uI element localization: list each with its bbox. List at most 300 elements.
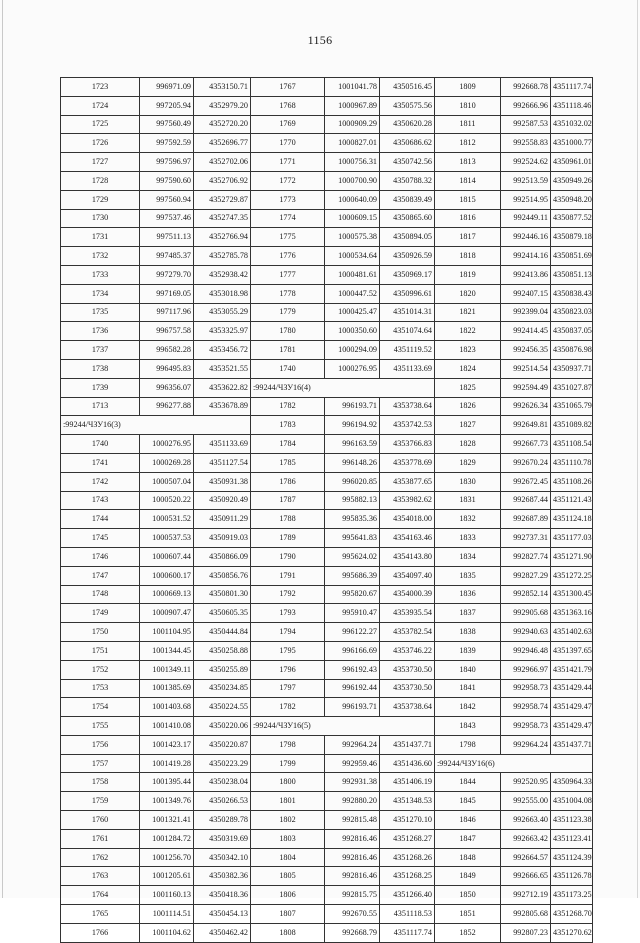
coord-x: 992964.24 xyxy=(501,735,551,754)
point-number: 1726 xyxy=(61,134,140,153)
coord-x: 997511.13 xyxy=(140,228,194,247)
point-number: 1745 xyxy=(61,529,140,548)
coord-x: 1001349.76 xyxy=(140,792,194,811)
coord-y: 4351133.69 xyxy=(194,435,251,454)
coord-x: 996971.09 xyxy=(140,78,194,97)
point-number: 1728 xyxy=(61,171,140,190)
coord-y: 4353738.64 xyxy=(380,698,435,717)
point-number: 1739 xyxy=(61,378,140,397)
table-row xyxy=(61,547,593,566)
coord-y: 4350823.03 xyxy=(551,303,593,322)
point-number: 1763 xyxy=(61,867,140,886)
coord-y: 4354000.39 xyxy=(380,585,435,604)
coord-y: 4351429.47 xyxy=(551,717,593,736)
coord-x: 992672.45 xyxy=(501,472,551,491)
point-number: 1781 xyxy=(251,341,325,360)
table-row xyxy=(61,96,593,115)
coord-x: 997596.97 xyxy=(140,153,194,172)
coord-y: 4354143.80 xyxy=(380,547,435,566)
coord-y: 4350837.05 xyxy=(551,322,593,341)
point-number: 1753 xyxy=(61,679,140,698)
point-number: 1778 xyxy=(251,284,325,303)
coord-x: 996356.07 xyxy=(140,378,194,397)
point-number: 1818 xyxy=(435,247,501,266)
table-row xyxy=(61,754,593,773)
coord-x: 997279.70 xyxy=(140,265,194,284)
coord-y: 4352702.06 xyxy=(194,153,251,172)
coord-y: 4351014.31 xyxy=(380,303,435,322)
point-number: 1757 xyxy=(61,754,140,773)
coord-y: 4353622.82 xyxy=(194,378,251,397)
coord-y: 4350969.17 xyxy=(380,265,435,284)
coord-y: 4351119.52 xyxy=(380,341,435,360)
point-number: 1830 xyxy=(435,472,501,491)
coord-y: 4350575.56 xyxy=(380,96,435,115)
point-number: 1804 xyxy=(251,848,325,867)
coord-x: 992668.78 xyxy=(501,78,551,97)
coord-y: 4353325.97 xyxy=(194,322,251,341)
coord-x: 992555.00 xyxy=(501,792,551,811)
coord-y: 4350920.49 xyxy=(194,491,251,510)
point-number: 1827 xyxy=(435,416,501,435)
point-number: 1734 xyxy=(61,284,140,303)
point-number: 1761 xyxy=(61,829,140,848)
coord-x: 992399.04 xyxy=(501,303,551,322)
coord-x: 997592.59 xyxy=(140,134,194,153)
coord-y: 4350937.71 xyxy=(551,359,593,378)
coord-y: 4350266.53 xyxy=(194,792,251,811)
coord-x: 1000609.15 xyxy=(325,209,380,228)
coord-y: 4353521.55 xyxy=(194,359,251,378)
coord-y: 4350801.30 xyxy=(194,585,251,604)
coord-y: 4353778.69 xyxy=(380,453,435,472)
coord-x: 992663.42 xyxy=(501,829,551,848)
coord-x: 992649.81 xyxy=(501,416,551,435)
coord-x: 996582.28 xyxy=(140,341,194,360)
table-row xyxy=(61,585,593,604)
point-number: 1801 xyxy=(251,792,325,811)
coord-y: 4353746.22 xyxy=(380,641,435,660)
coord-x: 992666.65 xyxy=(501,867,551,886)
point-number: 1832 xyxy=(435,510,501,529)
coord-y: 4350418.36 xyxy=(194,886,251,905)
coord-y: 4353678.89 xyxy=(194,397,251,416)
point-number: 1790 xyxy=(251,547,325,566)
coord-y: 4350856.76 xyxy=(194,566,251,585)
table-row xyxy=(61,322,593,341)
point-number: 1768 xyxy=(251,96,325,115)
coord-y: 4351429.44 xyxy=(551,679,593,698)
point-number: 1765 xyxy=(61,905,140,924)
coord-x: 996193.71 xyxy=(325,397,380,416)
coord-y: 4350879.18 xyxy=(551,228,593,247)
point-number: 1770 xyxy=(251,134,325,153)
coord-x: 1000967.89 xyxy=(325,96,380,115)
table-row xyxy=(61,397,593,416)
parcel-label: :99244/ЧЗУ16(5) xyxy=(251,717,435,736)
point-number: 1746 xyxy=(61,547,140,566)
parcel-label: :99244/ЧЗУ16(3) xyxy=(61,416,251,435)
table-row xyxy=(61,848,593,867)
coord-x: 992663.40 xyxy=(501,811,551,830)
coord-x: 992966.97 xyxy=(501,660,551,679)
table-row xyxy=(61,153,593,172)
coord-y: 4351268.27 xyxy=(380,829,435,848)
point-number: 1826 xyxy=(435,397,501,416)
point-number: 1754 xyxy=(61,698,140,717)
point-number: 1800 xyxy=(251,773,325,792)
table-row xyxy=(61,190,593,209)
coord-y: 4353018.98 xyxy=(194,284,251,303)
coord-x: 992816.46 xyxy=(325,867,380,886)
coord-y: 4350255.89 xyxy=(194,660,251,679)
point-number: 1743 xyxy=(61,491,140,510)
coord-x: 992558.83 xyxy=(501,134,551,153)
coord-y: 4351268.26 xyxy=(380,848,435,867)
table-row xyxy=(61,811,593,830)
coord-x: 992668.79 xyxy=(325,923,380,942)
coord-y: 4350462.42 xyxy=(194,923,251,942)
coord-y: 4351000.77 xyxy=(551,134,593,153)
coord-x: 992958.73 xyxy=(501,679,551,698)
coord-x: 1001160.13 xyxy=(140,886,194,905)
point-number: 1846 xyxy=(435,811,501,830)
coord-x: 992805.68 xyxy=(501,905,551,924)
coord-y: 4351300.45 xyxy=(551,585,593,604)
coord-x: 1000640.09 xyxy=(325,190,380,209)
table-row xyxy=(61,303,593,322)
coord-x: 1001104.95 xyxy=(140,623,194,642)
coord-x: 1001256.70 xyxy=(140,848,194,867)
coord-y: 4350223.29 xyxy=(194,754,251,773)
coord-y: 4353150.71 xyxy=(194,78,251,97)
point-number: 1813 xyxy=(435,153,501,172)
point-number: 1738 xyxy=(61,359,140,378)
coord-x: 996163.59 xyxy=(325,435,380,454)
scan-edge-left xyxy=(2,0,3,898)
coord-y: 4350620.28 xyxy=(380,115,435,134)
coord-x: 1000276.95 xyxy=(140,435,194,454)
coord-x: 992520.95 xyxy=(501,773,551,792)
coord-x: 997169.05 xyxy=(140,284,194,303)
coord-x: 1000531.52 xyxy=(140,510,194,529)
coord-y: 4350919.03 xyxy=(194,529,251,548)
coord-x: 1001385.69 xyxy=(140,679,194,698)
point-number: 1845 xyxy=(435,792,501,811)
point-number: 1760 xyxy=(61,811,140,830)
coord-y: 4351124.18 xyxy=(551,510,593,529)
coord-x: 995624.02 xyxy=(325,547,380,566)
coord-y: 4353055.29 xyxy=(194,303,251,322)
point-number: 1822 xyxy=(435,322,501,341)
coord-x: 992666.96 xyxy=(501,96,551,115)
coord-y: 4351266.40 xyxy=(380,886,435,905)
coord-x: 997485.37 xyxy=(140,247,194,266)
coord-x: 996148.26 xyxy=(325,453,380,472)
coord-y: 4352785.78 xyxy=(194,247,251,266)
coord-y: 4351437.71 xyxy=(380,735,435,754)
table-row xyxy=(61,510,593,529)
point-number: 1819 xyxy=(435,265,501,284)
point-number: 1847 xyxy=(435,829,501,848)
coord-y: 4350839.49 xyxy=(380,190,435,209)
point-number: 1774 xyxy=(251,209,325,228)
coord-y: 4350516.45 xyxy=(380,78,435,97)
point-number: 1848 xyxy=(435,848,501,867)
coord-y: 4350948.20 xyxy=(551,190,593,209)
coord-y: 4350234.85 xyxy=(194,679,251,698)
point-number: 1787 xyxy=(251,491,325,510)
table-row xyxy=(61,435,593,454)
coord-x: 992524.62 xyxy=(501,153,551,172)
point-number: 1837 xyxy=(435,604,501,623)
table-row xyxy=(61,78,593,97)
coord-x: 992587.53 xyxy=(501,115,551,134)
point-number: 1821 xyxy=(435,303,501,322)
parcel-label: :99244/ЧЗУ16(4) xyxy=(251,378,435,397)
point-number: 1811 xyxy=(435,115,501,134)
coord-y: 4352938.42 xyxy=(194,265,251,284)
coord-x: 992737.31 xyxy=(501,529,551,548)
table-row xyxy=(61,905,593,924)
coord-y: 4351177.03 xyxy=(551,529,593,548)
coord-x: 995686.39 xyxy=(325,566,380,585)
point-number: 1764 xyxy=(61,886,140,905)
point-number: 1749 xyxy=(61,604,140,623)
point-number: 1844 xyxy=(435,773,501,792)
coord-y: 4351406.19 xyxy=(380,773,435,792)
coord-y: 4351268.25 xyxy=(380,867,435,886)
coord-y: 4352747.35 xyxy=(194,209,251,228)
point-number: 1817 xyxy=(435,228,501,247)
parcel-label: :99244/ЧЗУ16(6) xyxy=(435,754,593,773)
coord-y: 4350838.43 xyxy=(551,284,593,303)
coord-y: 4351004.08 xyxy=(551,792,593,811)
coord-y: 4350911.29 xyxy=(194,510,251,529)
coord-x: 996020.85 xyxy=(325,472,380,491)
coord-y: 4350931.38 xyxy=(194,472,251,491)
coord-x: 995882.13 xyxy=(325,491,380,510)
coord-y: 4351126.78 xyxy=(551,867,593,886)
point-number: 1769 xyxy=(251,115,325,134)
coord-x: 996192.44 xyxy=(325,679,380,698)
point-number: 1833 xyxy=(435,529,501,548)
coord-y: 4350686.62 xyxy=(380,134,435,153)
point-number: 1736 xyxy=(61,322,140,341)
coord-y: 4351108.26 xyxy=(551,472,593,491)
coord-x: 1000294.09 xyxy=(325,341,380,360)
coord-y: 4350220.87 xyxy=(194,735,251,754)
coord-y: 4350444.84 xyxy=(194,623,251,642)
coord-y: 4350224.55 xyxy=(194,698,251,717)
point-number: 1725 xyxy=(61,115,140,134)
point-number: 1756 xyxy=(61,735,140,754)
table-row xyxy=(61,378,593,397)
coord-x: 1000669.13 xyxy=(140,585,194,604)
coord-x: 992667.73 xyxy=(501,435,551,454)
point-number: 1791 xyxy=(251,566,325,585)
point-number: 1751 xyxy=(61,641,140,660)
point-number: 1727 xyxy=(61,153,140,172)
coord-x: 1000600.17 xyxy=(140,566,194,585)
point-number: 1779 xyxy=(251,303,325,322)
coord-y: 4351108.54 xyxy=(551,435,593,454)
point-number: 1807 xyxy=(251,905,325,924)
point-number: 1742 xyxy=(61,472,140,491)
coord-y: 4351270.62 xyxy=(551,923,593,942)
point-number: 1735 xyxy=(61,303,140,322)
coord-x: 1000907.47 xyxy=(140,604,194,623)
point-number: 1850 xyxy=(435,886,501,905)
coord-x: 995835.36 xyxy=(325,510,380,529)
coord-y: 4351110.78 xyxy=(551,453,593,472)
coord-y: 4350382.36 xyxy=(194,867,251,886)
point-number: 1752 xyxy=(61,660,140,679)
coord-x: 992687.89 xyxy=(501,510,551,529)
coord-x: 1000534.64 xyxy=(325,247,380,266)
coord-y: 4351272.25 xyxy=(551,566,593,585)
point-number: 1842 xyxy=(435,698,501,717)
table-row xyxy=(61,341,593,360)
coord-y: 4353877.65 xyxy=(380,472,435,491)
coord-x: 1001344.45 xyxy=(140,641,194,660)
coord-x: 992670.24 xyxy=(501,453,551,472)
point-number: 1792 xyxy=(251,585,325,604)
table-row xyxy=(61,529,593,548)
coord-x: 1000507.04 xyxy=(140,472,194,491)
coord-x: 1001205.61 xyxy=(140,867,194,886)
coord-y: 4350788.32 xyxy=(380,171,435,190)
coord-y: 4350289.78 xyxy=(194,811,251,830)
coord-y: 4353456.72 xyxy=(194,341,251,360)
coord-x: 992413.86 xyxy=(501,265,551,284)
coord-y: 4350220.06 xyxy=(194,717,251,736)
table-row xyxy=(61,679,593,698)
coord-y: 4351118.46 xyxy=(551,96,593,115)
point-number: 1838 xyxy=(435,623,501,642)
point-number: 1834 xyxy=(435,547,501,566)
point-number: 1851 xyxy=(435,905,501,924)
coord-x: 992514.54 xyxy=(501,359,551,378)
coord-x: 996277.88 xyxy=(140,397,194,416)
table-row xyxy=(61,115,593,134)
point-number: 1741 xyxy=(61,453,140,472)
coord-y: 4350742.56 xyxy=(380,153,435,172)
coord-x: 992712.19 xyxy=(501,886,551,905)
coord-x: 992815.48 xyxy=(325,811,380,830)
point-number: 1810 xyxy=(435,96,501,115)
coord-x: 1000269.28 xyxy=(140,453,194,472)
coord-x: 997537.46 xyxy=(140,209,194,228)
coord-x: 992449.11 xyxy=(501,209,551,228)
point-number: 1798 xyxy=(435,735,501,754)
coord-x: 992456.35 xyxy=(501,341,551,360)
coord-y: 4353935.54 xyxy=(380,604,435,623)
coord-x: 1001423.17 xyxy=(140,735,194,754)
coord-x: 1001349.11 xyxy=(140,660,194,679)
point-number: 1797 xyxy=(251,679,325,698)
point-number: 1772 xyxy=(251,171,325,190)
coord-y: 4351348.53 xyxy=(380,792,435,811)
coord-y: 4351123.41 xyxy=(551,829,593,848)
point-number: 1773 xyxy=(251,190,325,209)
coord-y: 4351065.79 xyxy=(551,397,593,416)
table-row xyxy=(61,453,593,472)
coord-x: 992852.14 xyxy=(501,585,551,604)
point-number: 1737 xyxy=(61,341,140,360)
coord-x: 992958.74 xyxy=(501,698,551,717)
coord-x: 1001403.68 xyxy=(140,698,194,717)
point-number: 1799 xyxy=(251,754,325,773)
coord-x: 992827.74 xyxy=(501,547,551,566)
coord-x: 1000756.31 xyxy=(325,153,380,172)
point-number: 1782 xyxy=(251,397,325,416)
coord-y: 4354018.00 xyxy=(380,510,435,529)
coord-x: 992446.16 xyxy=(501,228,551,247)
table-row xyxy=(61,209,593,228)
coord-y: 4350961.01 xyxy=(551,153,593,172)
point-number: 1780 xyxy=(251,322,325,341)
coord-y: 4351133.69 xyxy=(380,359,435,378)
coord-x: 1001284.72 xyxy=(140,829,194,848)
point-number: 1802 xyxy=(251,811,325,830)
table-row xyxy=(61,171,593,190)
coord-x: 1001104.62 xyxy=(140,923,194,942)
coord-y: 4351437.71 xyxy=(551,735,593,754)
point-number: 1808 xyxy=(251,923,325,942)
coord-y: 4354097.40 xyxy=(380,566,435,585)
table-row xyxy=(61,717,593,736)
coord-x: 997590.60 xyxy=(140,171,194,190)
coord-x: 1000827.01 xyxy=(325,134,380,153)
coord-y: 4350964.33 xyxy=(551,773,593,792)
coord-y: 4350342.10 xyxy=(194,848,251,867)
coord-x: 997205.94 xyxy=(140,96,194,115)
table-row xyxy=(61,566,593,585)
table-row xyxy=(61,472,593,491)
coord-x: 996193.71 xyxy=(325,698,380,717)
point-number: 1816 xyxy=(435,209,501,228)
point-number: 1729 xyxy=(61,190,140,209)
point-number: 1795 xyxy=(251,641,325,660)
coord-x: 1001395.44 xyxy=(140,773,194,792)
coord-x: 1001321.41 xyxy=(140,811,194,830)
point-number: 1814 xyxy=(435,171,501,190)
point-number: 1782 xyxy=(251,698,325,717)
coord-y: 4351173.25 xyxy=(551,886,593,905)
point-number: 1730 xyxy=(61,209,140,228)
coord-y: 4353738.64 xyxy=(380,397,435,416)
point-number: 1777 xyxy=(251,265,325,284)
coord-y: 4350851.69 xyxy=(551,247,593,266)
point-number: 1740 xyxy=(251,359,325,378)
point-number: 1794 xyxy=(251,623,325,642)
table-row xyxy=(61,773,593,792)
coord-x: 995641.83 xyxy=(325,529,380,548)
table-row xyxy=(61,641,593,660)
coord-x: 1000520.22 xyxy=(140,491,194,510)
point-number: 1852 xyxy=(435,923,501,942)
coord-y: 4354163.46 xyxy=(380,529,435,548)
point-number: 1812 xyxy=(435,134,501,153)
coord-y: 4352766.94 xyxy=(194,228,251,247)
coord-y: 4353782.54 xyxy=(380,623,435,642)
coord-x: 992414.16 xyxy=(501,247,551,266)
point-number: 1803 xyxy=(251,829,325,848)
point-number: 1748 xyxy=(61,585,140,604)
coord-x: 1000575.38 xyxy=(325,228,380,247)
table-row xyxy=(61,698,593,717)
